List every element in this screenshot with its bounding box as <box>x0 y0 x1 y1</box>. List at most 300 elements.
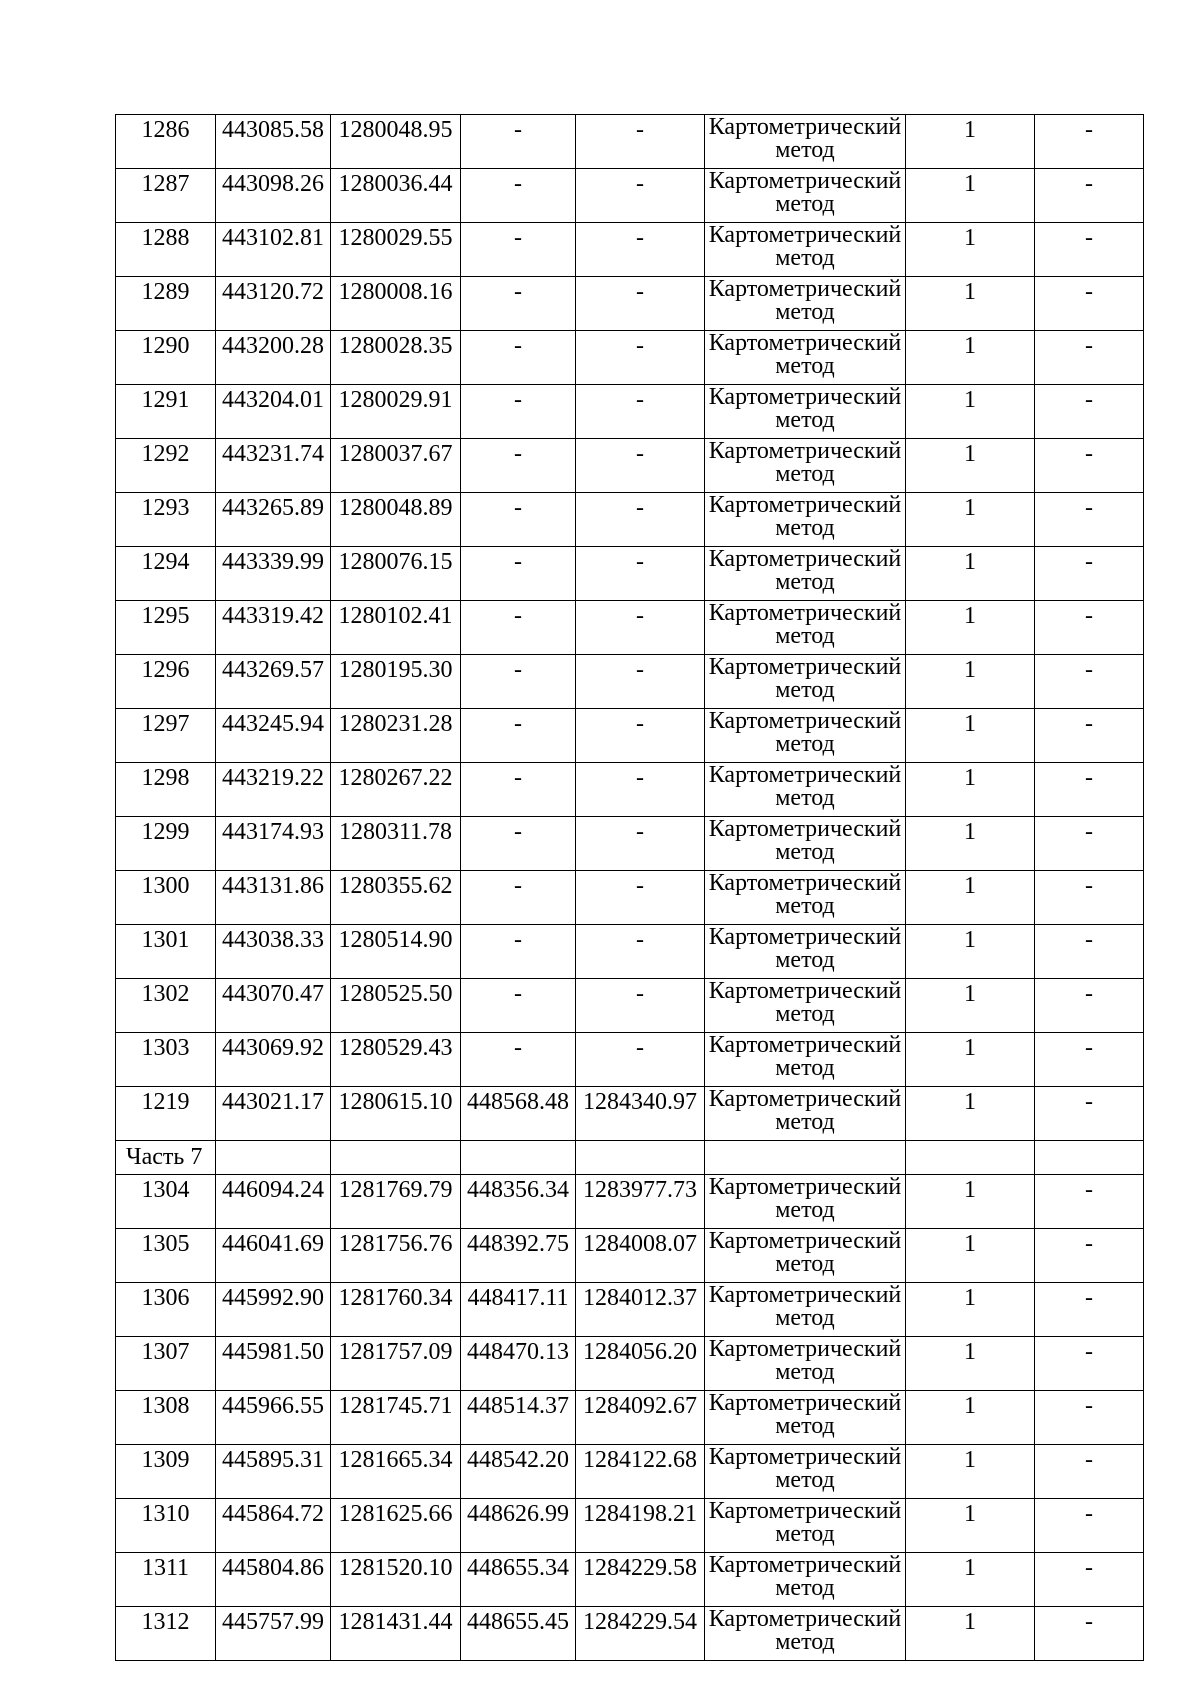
method-line-1: Картометрический <box>708 978 902 1004</box>
extra-cell: - <box>1035 655 1144 709</box>
table-row <box>116 331 1144 385</box>
method-line-1: Картометрический <box>708 330 902 356</box>
method-cell <box>705 925 906 979</box>
method-line-2: метод <box>775 569 835 595</box>
method-line-1: Картометрический <box>708 1498 902 1524</box>
table-body <box>116 115 1144 1661</box>
table-row <box>116 1175 1144 1229</box>
table-row <box>116 493 1144 547</box>
empty-cell <box>705 1141 906 1175</box>
y-coord-cell: 1280048.95 <box>331 115 461 169</box>
method-line-1: Картометрический <box>708 1336 902 1362</box>
point-number-cell: 1308 <box>116 1391 216 1445</box>
method-line-2: метод <box>775 1629 835 1655</box>
accuracy-cell: 1 <box>906 817 1035 871</box>
point-number-cell: 1286 <box>116 115 216 169</box>
y-coord-cell: 1281756.76 <box>331 1229 461 1283</box>
extra-cell: - <box>1035 115 1144 169</box>
table-row <box>116 169 1144 223</box>
extra-cell: - <box>1035 493 1144 547</box>
y-coord-cell: 1281745.71 <box>331 1391 461 1445</box>
y-coord-cell: 1280037.67 <box>331 439 461 493</box>
y-coord-cell: 1280076.15 <box>331 547 461 601</box>
accuracy-cell: 1 <box>906 655 1035 709</box>
point-number-cell: 1309 <box>116 1445 216 1499</box>
point-number-cell: 1287 <box>116 169 216 223</box>
x-old-coord-cell: - <box>461 979 576 1033</box>
method-cell <box>705 493 906 547</box>
accuracy-cell: 1 <box>906 1553 1035 1607</box>
x-old-coord-cell: - <box>461 385 576 439</box>
accuracy-cell: 1 <box>906 223 1035 277</box>
y-old-coord-cell: - <box>576 223 705 277</box>
table-row <box>116 979 1144 1033</box>
x-old-coord-cell: - <box>461 439 576 493</box>
table-row <box>116 1445 1144 1499</box>
accuracy-cell: 1 <box>906 1445 1035 1499</box>
section-label: Часть 7 <box>116 1141 216 1175</box>
extra-cell: - <box>1035 277 1144 331</box>
y-old-coord-cell: - <box>576 817 705 871</box>
x-coord-cell: 443200.28 <box>216 331 331 385</box>
accuracy-cell: 1 <box>906 1391 1035 1445</box>
method-cell <box>705 601 906 655</box>
x-coord-cell: 443102.81 <box>216 223 331 277</box>
extra-cell: - <box>1035 1229 1144 1283</box>
accuracy-cell: 1 <box>906 547 1035 601</box>
empty-cell <box>331 1141 461 1175</box>
method-line-2: метод <box>775 299 835 325</box>
method-line-1: Картометрический <box>708 492 902 518</box>
accuracy-cell: 1 <box>906 871 1035 925</box>
point-number-cell: 1311 <box>116 1553 216 1607</box>
method-line-2: метод <box>775 1521 835 1547</box>
method-line-1: Картометрический <box>708 384 902 410</box>
x-old-coord-cell: - <box>461 115 576 169</box>
method-line-2: метод <box>775 1467 835 1493</box>
y-old-coord-cell: - <box>576 925 705 979</box>
method-cell <box>705 1175 906 1229</box>
extra-cell: - <box>1035 223 1144 277</box>
table-row <box>116 871 1144 925</box>
table-row <box>116 925 1144 979</box>
table-row <box>116 547 1144 601</box>
x-coord-cell: 443319.42 <box>216 601 331 655</box>
x-coord-cell: 443085.58 <box>216 115 331 169</box>
method-line-2: метод <box>775 1413 835 1439</box>
table-row <box>116 1229 1144 1283</box>
extra-cell: - <box>1035 1087 1144 1141</box>
table-row <box>116 601 1144 655</box>
x-coord-cell: 445966.55 <box>216 1391 331 1445</box>
method-line-1: Картометрический <box>708 1282 902 1308</box>
x-old-coord-cell: 448568.48 <box>461 1087 576 1141</box>
method-line-1: Картометрический <box>708 600 902 626</box>
point-number-cell: 1302 <box>116 979 216 1033</box>
method-line-2: метод <box>775 1251 835 1277</box>
method-line-2: метод <box>775 1359 835 1385</box>
point-number-cell: 1288 <box>116 223 216 277</box>
point-number-cell: 1289 <box>116 277 216 331</box>
method-line-1: Картометрический <box>708 546 902 572</box>
method-line-1: Картометрический <box>708 438 902 464</box>
method-cell <box>705 169 906 223</box>
y-old-coord-cell: - <box>576 1033 705 1087</box>
table-row <box>116 1499 1144 1553</box>
empty-cell <box>1035 1141 1144 1175</box>
table-row <box>116 1033 1144 1087</box>
x-old-coord-cell: 448392.75 <box>461 1229 576 1283</box>
accuracy-cell: 1 <box>906 385 1035 439</box>
x-old-coord-cell: 448470.13 <box>461 1337 576 1391</box>
x-old-coord-cell: 448514.37 <box>461 1391 576 1445</box>
extra-cell: - <box>1035 763 1144 817</box>
method-cell <box>705 1607 906 1661</box>
method-line-2: метод <box>775 1305 835 1331</box>
x-old-coord-cell: - <box>461 817 576 871</box>
x-old-coord-cell: 448626.99 <box>461 1499 576 1553</box>
y-coord-cell: 1280102.41 <box>331 601 461 655</box>
accuracy-cell: 1 <box>906 709 1035 763</box>
method-line-2: метод <box>775 245 835 271</box>
point-number-cell: 1310 <box>116 1499 216 1553</box>
x-old-coord-cell: - <box>461 601 576 655</box>
extra-cell: - <box>1035 1391 1144 1445</box>
method-line-1: Картометрический <box>708 1174 902 1200</box>
x-coord-cell: 446041.69 <box>216 1229 331 1283</box>
method-cell <box>705 655 906 709</box>
coordinates-table <box>115 114 1144 1661</box>
method-line-1: Картометрический <box>708 870 902 896</box>
extra-cell: - <box>1035 1607 1144 1661</box>
y-coord-cell: 1280529.43 <box>331 1033 461 1087</box>
point-number-cell: 1303 <box>116 1033 216 1087</box>
method-line-1: Картометрический <box>708 222 902 248</box>
method-line-2: метод <box>775 677 835 703</box>
point-number-cell: 1312 <box>116 1607 216 1661</box>
y-old-coord-cell: 1284012.37 <box>576 1283 705 1337</box>
method-line-1: Картометрический <box>708 1228 902 1254</box>
method-cell <box>705 223 906 277</box>
method-cell <box>705 1337 906 1391</box>
x-coord-cell: 443265.89 <box>216 493 331 547</box>
y-old-coord-cell: - <box>576 169 705 223</box>
x-coord-cell: 443269.57 <box>216 655 331 709</box>
table-row <box>116 1553 1144 1607</box>
accuracy-cell: 1 <box>906 979 1035 1033</box>
method-line-1: Картометрический <box>708 654 902 680</box>
accuracy-cell: 1 <box>906 763 1035 817</box>
x-coord-cell: 443131.86 <box>216 871 331 925</box>
x-old-coord-cell: - <box>461 1033 576 1087</box>
method-line-2: метод <box>775 353 835 379</box>
x-old-coord-cell: - <box>461 331 576 385</box>
table-row <box>116 1391 1144 1445</box>
x-coord-cell: 443231.74 <box>216 439 331 493</box>
method-cell <box>705 439 906 493</box>
y-old-coord-cell: 1283977.73 <box>576 1175 705 1229</box>
table-row <box>116 223 1144 277</box>
x-old-coord-cell: 448356.34 <box>461 1175 576 1229</box>
method-cell <box>705 1445 906 1499</box>
method-cell <box>705 115 906 169</box>
accuracy-cell: 1 <box>906 925 1035 979</box>
y-coord-cell: 1281665.34 <box>331 1445 461 1499</box>
x-old-coord-cell: - <box>461 925 576 979</box>
point-number-cell: 1300 <box>116 871 216 925</box>
y-old-coord-cell: 1284229.58 <box>576 1553 705 1607</box>
table-row <box>116 1283 1144 1337</box>
extra-cell: - <box>1035 1499 1144 1553</box>
extra-cell: - <box>1035 1033 1144 1087</box>
point-number-cell: 1298 <box>116 763 216 817</box>
x-coord-cell: 443069.92 <box>216 1033 331 1087</box>
method-line-1: Картометрический <box>708 1444 902 1470</box>
method-line-2: метод <box>775 623 835 649</box>
x-old-coord-cell: - <box>461 277 576 331</box>
accuracy-cell: 1 <box>906 169 1035 223</box>
y-coord-cell: 1281520.10 <box>331 1553 461 1607</box>
y-coord-cell: 1280267.22 <box>331 763 461 817</box>
accuracy-cell: 1 <box>906 1283 1035 1337</box>
table-row <box>116 1607 1144 1661</box>
x-old-coord-cell: - <box>461 169 576 223</box>
extra-cell: - <box>1035 439 1144 493</box>
x-coord-cell: 443120.72 <box>216 277 331 331</box>
extra-cell: - <box>1035 817 1144 871</box>
method-cell <box>705 709 906 763</box>
y-old-coord-cell: - <box>576 439 705 493</box>
x-coord-cell: 445895.31 <box>216 1445 331 1499</box>
method-line-2: метод <box>775 1197 835 1223</box>
y-old-coord-cell: - <box>576 763 705 817</box>
empty-cell <box>461 1141 576 1175</box>
extra-cell: - <box>1035 871 1144 925</box>
accuracy-cell: 1 <box>906 1033 1035 1087</box>
method-cell <box>705 1087 906 1141</box>
point-number-cell: 1293 <box>116 493 216 547</box>
point-number-cell: 1301 <box>116 925 216 979</box>
method-cell <box>705 1229 906 1283</box>
extra-cell: - <box>1035 1283 1144 1337</box>
y-old-coord-cell: - <box>576 655 705 709</box>
x-coord-cell: 443070.47 <box>216 979 331 1033</box>
point-number-cell: 1219 <box>116 1087 216 1141</box>
x-coord-cell: 443021.17 <box>216 1087 331 1141</box>
method-cell <box>705 277 906 331</box>
x-coord-cell: 443219.22 <box>216 763 331 817</box>
extra-cell: - <box>1035 547 1144 601</box>
y-old-coord-cell: 1284340.97 <box>576 1087 705 1141</box>
y-coord-cell: 1280036.44 <box>331 169 461 223</box>
x-coord-cell: 443245.94 <box>216 709 331 763</box>
y-coord-cell: 1280514.90 <box>331 925 461 979</box>
table-row <box>116 709 1144 763</box>
method-line-1: Картометрический <box>708 708 902 734</box>
y-old-coord-cell: - <box>576 601 705 655</box>
method-line-1: Картометрический <box>708 816 902 842</box>
x-coord-cell: 443204.01 <box>216 385 331 439</box>
method-line-2: метод <box>775 137 835 163</box>
y-old-coord-cell: - <box>576 871 705 925</box>
method-cell <box>705 871 906 925</box>
x-old-coord-cell: 448542.20 <box>461 1445 576 1499</box>
accuracy-cell: 1 <box>906 1087 1035 1141</box>
method-line-1: Картометрический <box>708 1086 902 1112</box>
accuracy-cell: 1 <box>906 1499 1035 1553</box>
y-coord-cell: 1280231.28 <box>331 709 461 763</box>
section-header-row <box>116 1141 1144 1175</box>
extra-cell: - <box>1035 385 1144 439</box>
point-number-cell: 1297 <box>116 709 216 763</box>
y-coord-cell: 1280029.55 <box>331 223 461 277</box>
table-row <box>116 385 1144 439</box>
y-coord-cell: 1280355.62 <box>331 871 461 925</box>
x-coord-cell: 445804.86 <box>216 1553 331 1607</box>
method-line-2: метод <box>775 1575 835 1601</box>
x-old-coord-cell: - <box>461 763 576 817</box>
method-line-1: Картометрический <box>708 1390 902 1416</box>
table-row <box>116 817 1144 871</box>
x-coord-cell: 445864.72 <box>216 1499 331 1553</box>
method-cell <box>705 1033 906 1087</box>
table-row <box>116 763 1144 817</box>
x-coord-cell: 445981.50 <box>216 1337 331 1391</box>
y-old-coord-cell: 1284092.67 <box>576 1391 705 1445</box>
x-old-coord-cell: - <box>461 493 576 547</box>
method-line-2: метод <box>775 191 835 217</box>
point-number-cell: 1291 <box>116 385 216 439</box>
table-row <box>116 1337 1144 1391</box>
method-line-1: Картометрический <box>708 276 902 302</box>
empty-cell <box>576 1141 705 1175</box>
accuracy-cell: 1 <box>906 331 1035 385</box>
accuracy-cell: 1 <box>906 601 1035 655</box>
x-coord-cell: 443174.93 <box>216 817 331 871</box>
y-old-coord-cell: 1284229.54 <box>576 1607 705 1661</box>
extra-cell: - <box>1035 1337 1144 1391</box>
x-coord-cell: 446094.24 <box>216 1175 331 1229</box>
method-line-2: метод <box>775 407 835 433</box>
method-cell <box>705 331 906 385</box>
table-row <box>116 439 1144 493</box>
y-coord-cell: 1280028.35 <box>331 331 461 385</box>
accuracy-cell: 1 <box>906 1229 1035 1283</box>
table-row <box>116 115 1144 169</box>
point-number-cell: 1306 <box>116 1283 216 1337</box>
table-row <box>116 1087 1144 1141</box>
y-old-coord-cell: - <box>576 709 705 763</box>
accuracy-cell: 1 <box>906 1607 1035 1661</box>
method-line-2: метод <box>775 785 835 811</box>
accuracy-cell: 1 <box>906 115 1035 169</box>
y-coord-cell: 1281625.66 <box>331 1499 461 1553</box>
y-old-coord-cell: 1284056.20 <box>576 1337 705 1391</box>
y-coord-cell: 1280615.10 <box>331 1087 461 1141</box>
point-number-cell: 1294 <box>116 547 216 601</box>
point-number-cell: 1290 <box>116 331 216 385</box>
y-coord-cell: 1280525.50 <box>331 979 461 1033</box>
extra-cell: - <box>1035 601 1144 655</box>
point-number-cell: 1304 <box>116 1175 216 1229</box>
method-line-2: метод <box>775 515 835 541</box>
y-old-coord-cell: - <box>576 547 705 601</box>
x-coord-cell: 443038.33 <box>216 925 331 979</box>
method-cell <box>705 385 906 439</box>
method-cell <box>705 1283 906 1337</box>
empty-cell <box>906 1141 1035 1175</box>
method-line-2: метод <box>775 731 835 757</box>
x-old-coord-cell: - <box>461 871 576 925</box>
extra-cell: - <box>1035 1175 1144 1229</box>
y-old-coord-cell: 1284008.07 <box>576 1229 705 1283</box>
method-line-1: Картометрический <box>708 1606 902 1632</box>
x-coord-cell: 445992.90 <box>216 1283 331 1337</box>
y-old-coord-cell: - <box>576 979 705 1033</box>
method-line-2: метод <box>775 461 835 487</box>
extra-cell: - <box>1035 169 1144 223</box>
method-line-1: Картометрический <box>708 168 902 194</box>
method-cell <box>705 817 906 871</box>
extra-cell: - <box>1035 709 1144 763</box>
y-old-coord-cell: - <box>576 493 705 547</box>
point-number-cell: 1305 <box>116 1229 216 1283</box>
x-old-coord-cell: 448417.11 <box>461 1283 576 1337</box>
y-old-coord-cell: - <box>576 385 705 439</box>
x-old-coord-cell: - <box>461 709 576 763</box>
x-coord-cell: 443339.99 <box>216 547 331 601</box>
x-old-coord-cell: - <box>461 547 576 601</box>
method-cell <box>705 979 906 1033</box>
method-line-1: Картометрический <box>708 1032 902 1058</box>
method-cell <box>705 763 906 817</box>
table-row <box>116 655 1144 709</box>
method-cell <box>705 1391 906 1445</box>
table-row <box>116 277 1144 331</box>
y-old-coord-cell: - <box>576 115 705 169</box>
y-old-coord-cell: - <box>576 277 705 331</box>
method-cell <box>705 547 906 601</box>
y-coord-cell: 1281757.09 <box>331 1337 461 1391</box>
method-line-1: Картометрический <box>708 924 902 950</box>
extra-cell: - <box>1035 1445 1144 1499</box>
accuracy-cell: 1 <box>906 493 1035 547</box>
extra-cell: - <box>1035 979 1144 1033</box>
x-old-coord-cell: 448655.45 <box>461 1607 576 1661</box>
y-coord-cell: 1280008.16 <box>331 277 461 331</box>
point-number-cell: 1299 <box>116 817 216 871</box>
x-old-coord-cell: 448655.34 <box>461 1553 576 1607</box>
x-old-coord-cell: - <box>461 223 576 277</box>
point-number-cell: 1307 <box>116 1337 216 1391</box>
y-coord-cell: 1281760.34 <box>331 1283 461 1337</box>
y-coord-cell: 1280311.78 <box>331 817 461 871</box>
y-coord-cell: 1280048.89 <box>331 493 461 547</box>
method-line-2: метод <box>775 1055 835 1081</box>
x-old-coord-cell: - <box>461 655 576 709</box>
y-old-coord-cell: 1284198.21 <box>576 1499 705 1553</box>
y-coord-cell: 1281431.44 <box>331 1607 461 1661</box>
empty-cell <box>216 1141 331 1175</box>
y-coord-cell: 1280195.30 <box>331 655 461 709</box>
point-number-cell: 1295 <box>116 601 216 655</box>
x-coord-cell: 445757.99 <box>216 1607 331 1661</box>
y-coord-cell: 1280029.91 <box>331 385 461 439</box>
x-coord-cell: 443098.26 <box>216 169 331 223</box>
method-line-1: Картометрический <box>708 114 902 140</box>
extra-cell: - <box>1035 1553 1144 1607</box>
y-old-coord-cell: 1284122.68 <box>576 1445 705 1499</box>
